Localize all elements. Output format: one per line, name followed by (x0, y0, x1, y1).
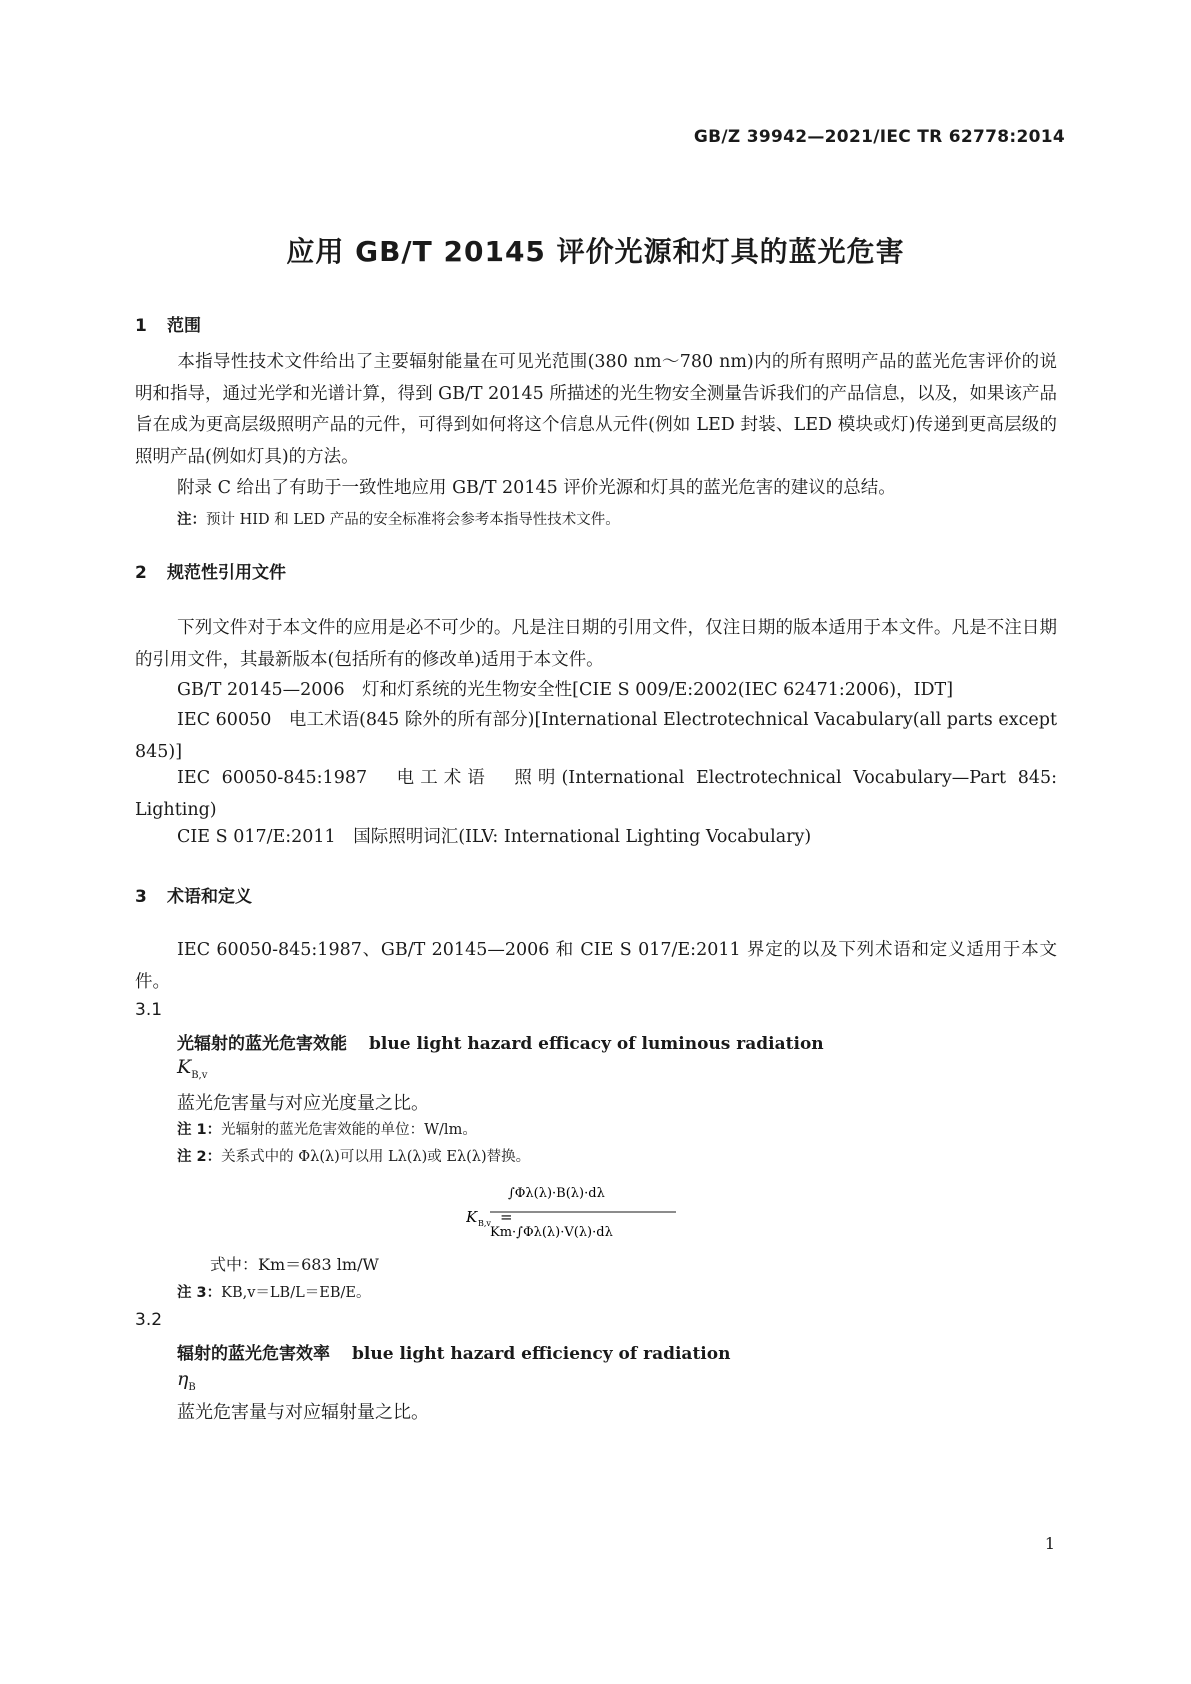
clause-3-2-term (177, 1339, 730, 1364)
formula-lhs-symbol: K (466, 1208, 478, 1226)
reference-text: IEC 60050-845:1987 电工术语 照明(International Electrotechnical Vocabulary—Part 845: Lighting) (135, 768, 1057, 820)
clause-3-1-number: 3.1 (135, 1000, 163, 1020)
term-english: blue light hazard efficacy of luminous radiation (369, 1034, 824, 1054)
symbol-main: η (177, 1368, 189, 1390)
clause-3-1-note-2 (177, 1145, 530, 1166)
section-2-intro-text: 下列文件对于本文件的应用是必不可少的。凡是注日期的引用文件，仅注日期的版本适用于本文件。凡是不注日期的引用文件，其最新版本(包括所有的修改单)适用于本文件。 (135, 618, 1057, 670)
standard-code-header: GB/Z 39942—2021/IEC TR 62778:2014 (693, 127, 1065, 147)
term-chinese: 辐射的蓝光危害效率 (177, 1344, 330, 1364)
formula-numerator: ∫Φλ(λ)·B(λ)·dλ (508, 1186, 605, 1201)
clause-3-2-number: 3.2 (135, 1310, 163, 1330)
section-1-paragraph-1-text: 本指导性技术文件给出了主要辐射能量在可见光范围(380 nm～780 nm)内的所有照明产品的蓝光危害评价的说明和指导，通过光学和光谱计算，得到 GB/T 20145 所描述的光生物安全测量告诉我们的产品信息，以及，如果该产品旨在成为更高层级照明产品的元件，可得到如何将这个信息从元件(例如 LED 封装、LED 模块或灯)传递到更高层级的照明产品(例如灯具)的方法。 (135, 352, 1057, 467)
section-2-number: 2 (135, 563, 147, 583)
formula-lhs-subscript: B,v (478, 1219, 491, 1228)
note-text: 光辐射的蓝光危害效能的单位：W/lm。 (221, 1122, 477, 1138)
reference-text: CIE S 017/E:2011 国际照明词汇(ILV: International Lighting Vocabulary) (177, 827, 812, 847)
symbol-subscript: B,v (191, 1069, 208, 1081)
reference-item (135, 675, 1057, 707)
symbol-subscript: B (188, 1381, 196, 1393)
clause-3-2-symbol (177, 1368, 196, 1393)
section-3-heading (135, 882, 252, 907)
section-3-title: 术语和定义 (167, 887, 252, 907)
section-3-intro (135, 935, 1057, 998)
clause-3-1-note-1 (177, 1118, 477, 1139)
clause-3-1-term (177, 1029, 824, 1054)
clause-3-1-definition: 蓝光危害量与对应光度量之比。 (177, 1093, 429, 1114)
section-2-title: 规范性引用文件 (167, 563, 286, 583)
note-text: KB,v＝LB/L＝EB/E。 (221, 1285, 371, 1301)
term-english: blue light hazard efficiency of radiation (352, 1344, 731, 1364)
section-3-intro-text: IEC 60050-845:1987、GB/T 20145—2006 和 CIE S 017/E:2011 界定的以及下列术语和定义适用于本文件。 (135, 940, 1057, 992)
section-1-paragraph-1 (135, 347, 1057, 473)
reference-item (135, 822, 1057, 854)
note-label: 注 1： (177, 1122, 222, 1138)
section-1-paragraph-2-text: 附录 C 给出了有助于一致性地应用 GB/T 20145 评价光源和灯具的蓝光危害的建议的总结。 (177, 478, 896, 498)
formula-denominator: Km·∫Φλ(λ)·V(λ)·dλ (490, 1225, 613, 1240)
section-3-number: 3 (135, 887, 147, 907)
blue-light-efficacy-formula (466, 1178, 746, 1258)
formula-where-clause: 式中：Km＝683 lm/W (210, 1255, 379, 1274)
page-number: 1 (1044, 1534, 1055, 1553)
section-1-paragraph-2 (135, 473, 1057, 505)
section-2-intro (135, 613, 1057, 676)
section-1-number: 1 (135, 316, 147, 336)
reference-text: IEC 60050 电工术语(845 除外的所有部分)[International Electrotechnical Vacabulary(all parts except 845)] (135, 710, 1057, 762)
note-text: 预计 HID 和 LED 产品的安全标准将会参考本指导性技术文件。 (206, 512, 620, 528)
clause-3-1-symbol (177, 1056, 207, 1081)
note-text: 关系式中的 Φλ(λ)可以用 Lλ(λ)或 Eλ(λ)替换。 (221, 1149, 531, 1165)
document-title: 应用 GB/T 20145 评价光源和灯具的蓝光危害 (286, 235, 905, 268)
term-chinese: 光辐射的蓝光危害效能 (177, 1034, 347, 1054)
reference-item (135, 705, 1057, 768)
section-2-heading (135, 558, 286, 583)
section-1-heading (135, 311, 201, 336)
clause-3-1-note-3 (177, 1281, 370, 1302)
note-label: 注 3： (177, 1285, 222, 1301)
section-1-title: 范围 (167, 316, 201, 336)
reference-text: GB/T 20145—2006 灯和灯系统的光生物安全性[CIE S 009/E:2002(IEC 62471:2006)，IDT] (177, 680, 954, 700)
symbol-main: K (177, 1056, 192, 1078)
reference-item (135, 763, 1057, 826)
note-label: 注 2： (177, 1149, 222, 1165)
section-1-note (177, 508, 620, 529)
note-label: 注： (177, 512, 206, 528)
clause-3-2-definition: 蓝光危害量与对应辐射量之比。 (177, 1402, 429, 1423)
formula-equals: = (500, 1208, 513, 1226)
